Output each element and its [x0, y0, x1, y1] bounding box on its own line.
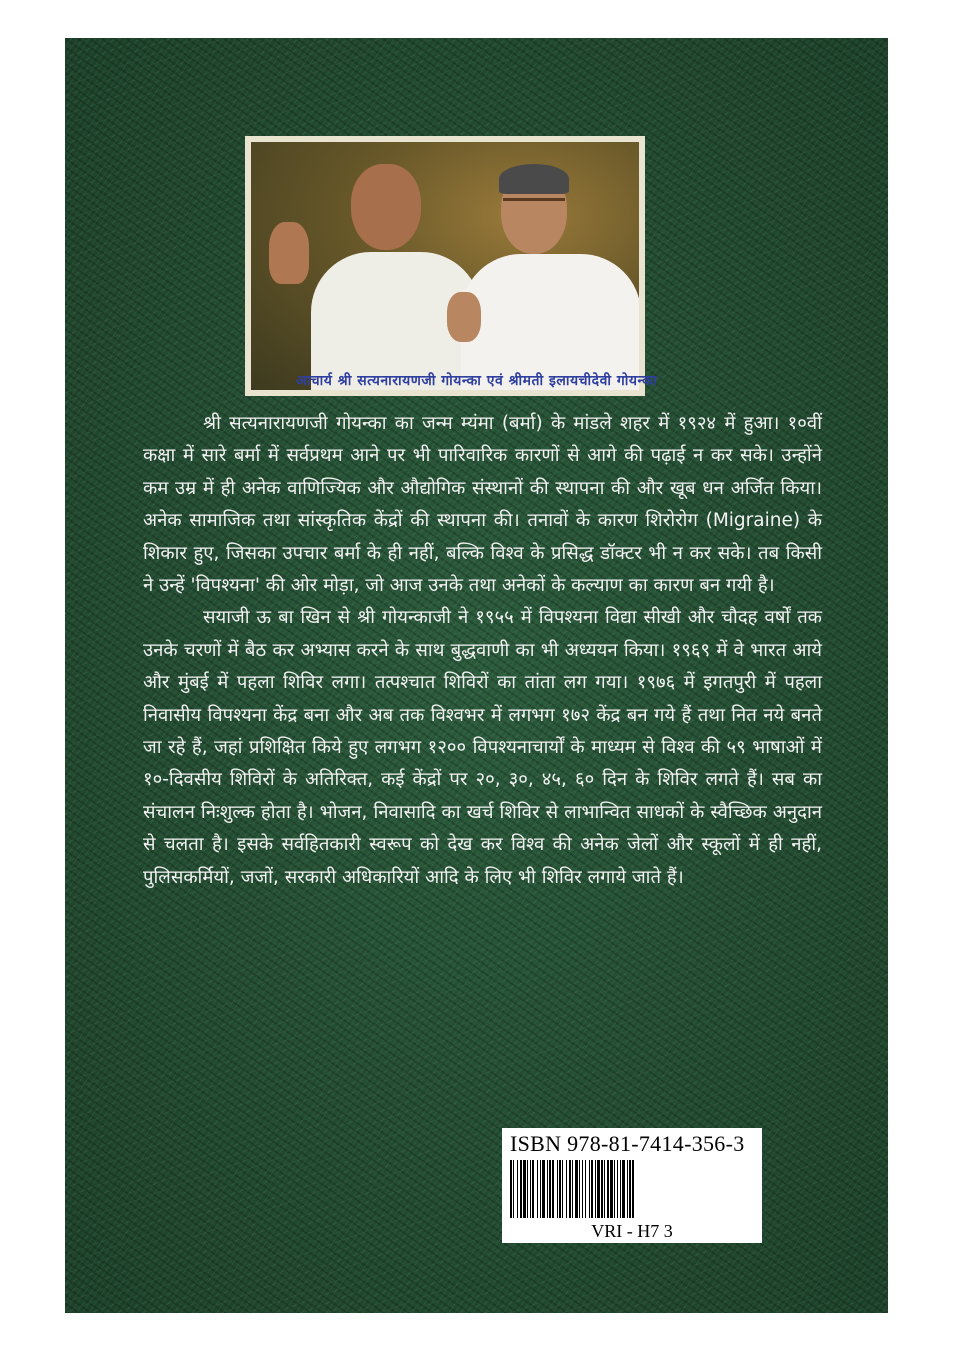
- isbn-number: ISBN 978-81-7414-356-3: [510, 1131, 745, 1156]
- person-right-hand: [447, 292, 481, 342]
- person-left-head: [351, 164, 421, 250]
- author-photo: [251, 142, 639, 390]
- person-right-glasses: [503, 198, 565, 214]
- person-left-hand: [269, 222, 309, 284]
- body-text: [143, 408, 822, 894]
- person-right-hair: [499, 164, 569, 194]
- barcode-bars: [510, 1160, 754, 1218]
- barcode-bar: [634, 1160, 635, 1218]
- vri-code: VRI - H7 3: [591, 1221, 673, 1241]
- paragraph-2: सयाजी ऊ बा खिन से श्री गोयन्काजी ने १९५५ में विपश्यना विद्या सीखी और चौदह वर्षों तक उनके चरणों में बैठ कर अभ्यास करने के साथ बुद्धवाणी का भी अध्ययन किया। १९६९ में वे भारत आये और मुंबई में पहला शिविर लगा। तत्पश्चात शिविरों का तांता लग गया। १९७६ में इगतपुरी में पहला निवासीय विपश्यना केंद्र बना और अब तक विश्वभर में लगभग १७२ केंद्र बन गये हैं तथा नित नये बनते जा रहे हैं, जहां प्रशिक्षित किये हुए लगभग १२०० विपश्यनाचार्यों के माध्यम से विश्व की ५९ भाषाओं में १०-दिवसीय शिविरों के अतिरिक्त, कई केंद्रों पर २०, ३०, ४५, ६० दिन के शिविर लगते हैं। सब का संचालन निःशुल्क होता है। भोजन, निवासादि का खर्च शिविर से लाभान्वित साधकों के स्वैच्छिक अनुदान से चलता है। इसके सर्वहितकारी स्वरूप को देख कर विश्व की अनेक जेलों और स्कूलों में ही नहीं, पुलिसकर्मियों, जजों, सरकारी अधिकारियों आदि के लिए भी शिविर लगाये जाते हैं।: [143, 607, 822, 888]
- person-right-body: [461, 254, 639, 390]
- paragraph-1: श्री सत्यनारायणजी गोयन्का का जन्म म्यंमा (बर्मा) के मांडले शहर में १९२४ में हुआ। १०वीं कक्षा में सारे बर्मा में सर्वप्रथम आने पर भी पारिवारिक कारणों से आगे की पढ़ाई न कर सके। उन्होंने कम उम्र में ही अनेक वाणिज्यिक और औद्योगिक संस्थानों की स्थापना की और खूब धन अर्जित किया। अनेक सामाजिक तथा सांस्कृतिक केंद्रों की स्थापना की। तनावों के कारण शिरोरोग (Migraine) के शिकार हुए, जिसका उपचार बर्मा के ही नहीं, बल्कि विश्व के प्रसिद्ध डॉक्टर भी न कर सके। तब किसी ने उन्हें 'विपश्यना' की ओर मोड़ा, जो आज उनके तथा अनेकों के कल्याण का कारण बन गयी है।: [143, 413, 822, 597]
- barcode-box: [502, 1128, 762, 1243]
- photo-caption: आचार्य श्री सत्यनारायणजी गोयन्का एवं श्रीमती इलायचीदेवी गोयन्का: [295, 373, 658, 389]
- back-cover: [65, 38, 888, 1313]
- author-photo-frame: [245, 136, 645, 396]
